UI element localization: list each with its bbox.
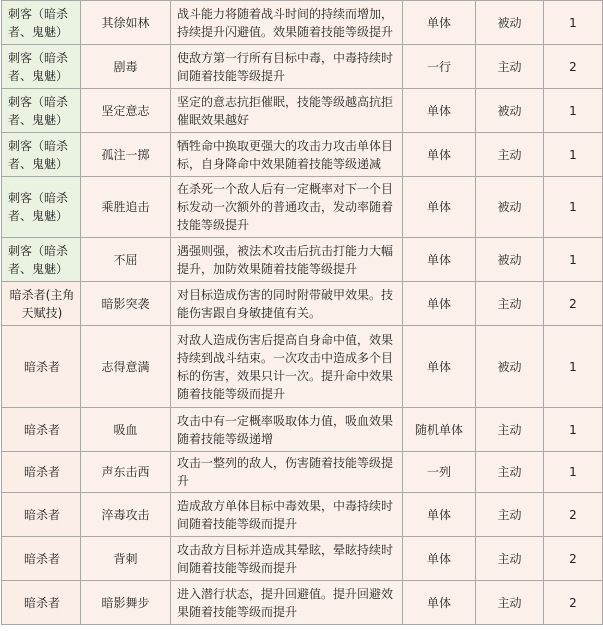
class-cell: 刺客（暗杀者、鬼魅） — [2, 89, 81, 133]
table-row — [2, 45, 603, 89]
skill-name-cell: 其徐如林 — [81, 1, 171, 45]
skill-name-cell: 坚定意志 — [81, 89, 171, 133]
class-cell: 暗杀者 — [2, 452, 81, 493]
target-cell: 一列 — [403, 452, 476, 493]
skill-type-cell: 被动 — [476, 238, 544, 282]
skill-name-cell: 乘胜追击 — [81, 177, 171, 238]
skill-type-cell: 主动 — [476, 581, 544, 625]
level-cell: 1 — [544, 1, 603, 45]
level-cell: 2 — [544, 493, 603, 537]
target-cell: 随机单体 — [403, 408, 476, 452]
level-cell: 1 — [544, 452, 603, 493]
table-row — [2, 537, 603, 581]
class-cell: 刺客（暗杀者、鬼魅） — [2, 177, 81, 238]
level-cell: 1 — [544, 408, 603, 452]
target-cell: 单体 — [403, 1, 476, 45]
skill-type-cell: 被动 — [476, 89, 544, 133]
table-row — [2, 408, 603, 452]
level-cell: 1 — [544, 133, 603, 177]
skill-name-cell: 不屈 — [81, 238, 171, 282]
table-row — [2, 326, 603, 408]
target-cell: 单体 — [403, 133, 476, 177]
table-row — [2, 238, 603, 282]
level-cell: 2 — [544, 581, 603, 625]
skill-type-cell: 被动 — [476, 1, 544, 45]
skill-table — [1, 0, 603, 625]
skill-name-cell: 淬毒攻击 — [81, 493, 171, 537]
class-cell: 暗杀者 — [2, 581, 81, 625]
target-cell: 单体 — [403, 581, 476, 625]
class-cell: 刺客（暗杀者、鬼魅） — [2, 1, 81, 45]
target-cell: 单体 — [403, 326, 476, 408]
table-row — [2, 89, 603, 133]
description-cell: 在杀死一个敌人后有一定概率对下一个目标发动一次额外的普通攻击，发动率随着技能等级提升 — [171, 177, 403, 238]
skill-name-cell: 志得意满 — [81, 326, 171, 408]
table-row — [2, 177, 603, 238]
description-cell: 攻击中有一定概率吸取体力值，吸血效果随着技能等级递增 — [171, 408, 403, 452]
table-row — [2, 581, 603, 625]
skill-type-cell: 主动 — [476, 537, 544, 581]
skill-name-cell: 剧毒 — [81, 45, 171, 89]
target-cell: 单体 — [403, 89, 476, 133]
target-cell: 单体 — [403, 493, 476, 537]
class-cell: 刺客（暗杀者、鬼魅） — [2, 133, 81, 177]
description-cell: 牺牲命中换取更强大的攻击力攻击单体目标，自身降命中效果随着技能等级递减 — [171, 133, 403, 177]
target-cell: 单体 — [403, 238, 476, 282]
skill-name-cell: 声东击西 — [81, 452, 171, 493]
description-cell: 造成敌方单体目标中毒效果，中毒持续时间随着技能等级而提升 — [171, 493, 403, 537]
skill-name-cell: 背刺 — [81, 537, 171, 581]
skill-name-cell: 暗影舞步 — [81, 581, 171, 625]
class-cell: 暗杀者 — [2, 537, 81, 581]
skill-name-cell: 暗影突袭 — [81, 282, 171, 326]
skill-type-cell: 主动 — [476, 493, 544, 537]
skill-type-cell: 被动 — [476, 177, 544, 238]
table-row — [2, 282, 603, 326]
class-cell: 暗杀者(主角天赋技) — [2, 282, 81, 326]
level-cell: 2 — [544, 45, 603, 89]
description-cell: 进入潜行状态，提升回避值。提升回避效果随着技能等级而提升 — [171, 581, 403, 625]
description-cell: 攻击一整列的敌人，伤害随着技能等级提升 — [171, 452, 403, 493]
level-cell: 1 — [544, 326, 603, 408]
description-cell: 攻击敌方目标并造成其晕眩，晕眩持续时间随着技能等级而提升 — [171, 537, 403, 581]
skill-type-cell: 主动 — [476, 45, 544, 89]
class-cell: 刺客（暗杀者、鬼魅） — [2, 238, 81, 282]
level-cell: 1 — [544, 238, 603, 282]
level-cell: 2 — [544, 537, 603, 581]
description-cell: 对敌人造成伤害后提高自身命中值，效果持续到战斗结束。一次攻击中造成多个目标的伤害，效果只计一次。提升命中效果随着技能等级而提升 — [171, 326, 403, 408]
target-cell: 一行 — [403, 45, 476, 89]
class-cell: 暗杀者 — [2, 326, 81, 408]
target-cell: 单体 — [403, 177, 476, 238]
skill-table-body — [2, 1, 603, 625]
class-cell: 暗杀者 — [2, 493, 81, 537]
description-cell: 坚定的意志抗拒催眠，技能等级越高抗拒催眠效果越好 — [171, 89, 403, 133]
description-cell: 使敌方第一行所有目标中毒，中毒持续时间随着技能等级提升 — [171, 45, 403, 89]
class-cell: 暗杀者 — [2, 408, 81, 452]
skill-type-cell: 主动 — [476, 133, 544, 177]
description-cell: 对目标造成伤害的同时附带破甲效果。技能伤害跟自身敏捷值有关。 — [171, 282, 403, 326]
table-row — [2, 452, 603, 493]
description-cell: 战斗能力将随着战斗时间的持续而增加，持续提升闪避值。效果随着技能等级提升 — [171, 1, 403, 45]
skill-type-cell: 主动 — [476, 282, 544, 326]
table-row — [2, 493, 603, 537]
skill-name-cell: 孤注一掷 — [81, 133, 171, 177]
level-cell: 2 — [544, 282, 603, 326]
target-cell: 单体 — [403, 537, 476, 581]
target-cell: 单体 — [403, 282, 476, 326]
table-row — [2, 1, 603, 45]
description-cell: 遇强则强，被法术攻击后抗击打能力大幅提升，加防效果随着技能等级提升 — [171, 238, 403, 282]
class-cell: 刺客（暗杀者、鬼魅） — [2, 45, 81, 89]
level-cell: 1 — [544, 89, 603, 133]
level-cell: 1 — [544, 177, 603, 238]
skill-type-cell: 被动 — [476, 326, 544, 408]
table-row — [2, 133, 603, 177]
skill-type-cell: 主动 — [476, 452, 544, 493]
skill-name-cell: 吸血 — [81, 408, 171, 452]
skill-type-cell: 主动 — [476, 408, 544, 452]
